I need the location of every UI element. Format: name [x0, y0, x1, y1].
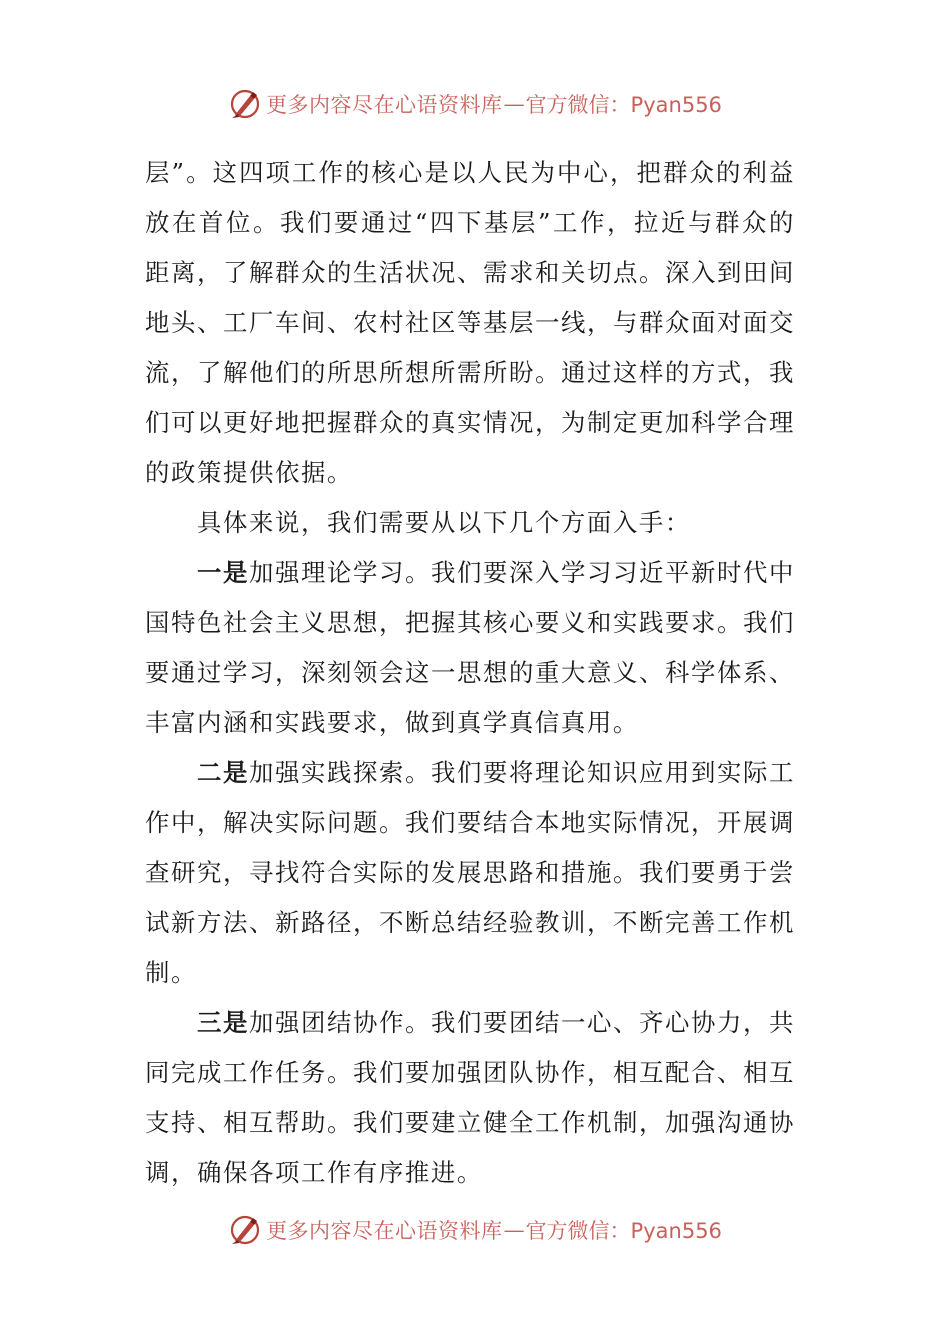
pen-logo-icon	[228, 1213, 262, 1247]
header-watermark	[0, 84, 950, 124]
paragraph-lead: 二是	[197, 758, 249, 787]
paragraph-text: 具体来说，我们需要从以下几个方面入手：	[197, 508, 691, 537]
document-body	[145, 148, 795, 1198]
watermark-title: 更多内容尽在心语资料库	[266, 1219, 503, 1243]
watermark-separator: —	[503, 92, 525, 116]
watermark-title: 更多内容尽在心语资料库	[266, 93, 503, 117]
paragraph-text: 加强实践探索。我们要将理论知识应用到实际工作中，解决实际问题。我们要结合本地实际情况，开展调查研究，寻找符合实际的发展思路和措施。我们要勇于尝试新方法、新路径，不断总结经验教训，不断完善工作机制。	[145, 758, 795, 987]
paragraph	[145, 748, 795, 998]
watermark-wechat: 官方微信：Pyan556	[525, 93, 722, 117]
watermark-separator: —	[503, 1218, 525, 1242]
paragraph	[145, 548, 795, 748]
paragraph-text: 层”。这四项工作的核心是以人民为中心，把群众的利益放在首位。我们要通过“四下基层”工作，拉近与群众的距离，了解群众的生活状况、需求和关切点。深入到田间地头、工厂车间、农村社区等基层一线，与群众面对面交流，了解他们的所思所想所需所盼。通过这样的方式，我们可以更好地把握群众的真实情况，为制定更加科学合理的政策提供依据。	[145, 158, 795, 487]
paragraph-text: 加强团结协作。我们要团结一心、齐心协力，共同完成工作任务。我们要加强团队协作，相互配合、相互支持、相互帮助。我们要建立健全工作机制，加强沟通协调，确保各项工作有序推进。	[145, 1008, 795, 1187]
paragraph-text: 加强理论学习。我们要深入学习习近平新时代中国特色社会主义思想，把握其核心要义和实践要求。我们要通过学习，深刻领会这一思想的重大意义、科学体系、丰富内涵和实践要求，做到真学真信真用。	[145, 558, 795, 737]
paragraph	[145, 998, 795, 1198]
paragraph	[145, 498, 795, 548]
watermark-wechat: 官方微信：Pyan556	[525, 1219, 722, 1243]
paragraph	[145, 148, 795, 498]
pen-logo-icon	[228, 87, 262, 121]
paragraph-lead: 三是	[197, 1008, 249, 1037]
paragraph-lead: 一是	[197, 558, 249, 587]
footer-watermark	[0, 1210, 950, 1250]
